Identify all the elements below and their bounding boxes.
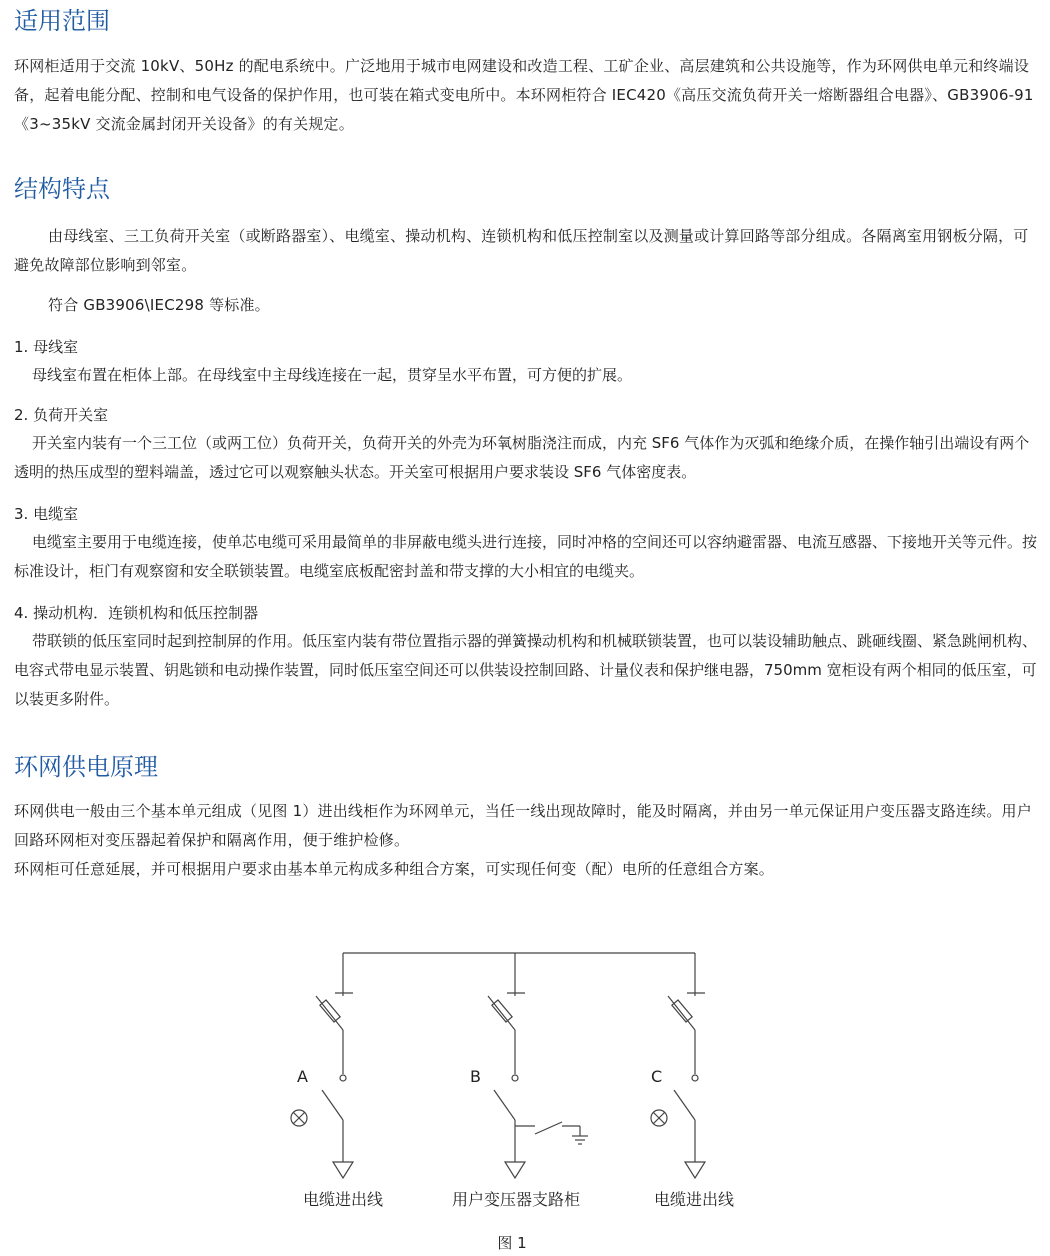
item-heading-mechanism: 4. 操动机构．连锁机构和低压控制器: [14, 604, 259, 622]
item-heading-busbar: 1. 母线室: [14, 338, 79, 356]
section-title-scope: 适用范围: [14, 7, 110, 35]
item-text-switch: 开关室内装有一个三工位（或两工位）负荷开关，负荷开关的外壳为环氧树脂浇注而成，内充 SF6 气体作为灭弧和绝缘介质，在操作轴引出端设有两个透明的热压成型的塑料端盖，透过它可以观察触头状态。开关室可根据用户要求装设 SF6 气体密度表。: [14, 434, 1030, 481]
figure-caption: 图 1: [497, 1234, 527, 1252]
principle-paragraph-1: 环网供电一般由三个基本单元组成（见图 1）进出线柜作为环网单元，当任一线出现故障时，能及时隔离，并由另一单元保证用户变压器支路连续。用户回路环网柜对变压器起着保护和隔离作用，便于维护检修。: [14, 802, 1032, 849]
scope-paragraph: 环网柜适用于交流 10kV、50Hz 的配电系统中。广泛地用于城市电网建设和改造工程、工矿企业、高层建筑和公共设施等，作为环网供电单元和终端设备，起着电能分配、控制和电气设备的保护作用，也可装在箱式变电所中。本环网柜符合 IEC420《高压交流负荷开关一熔断器组合电器》、GB3906-91《3~35kV 交流金属封闭开关设备》的有关规定。: [14, 57, 1034, 133]
unit-c-label: 电缆进出线: [653, 1190, 735, 1209]
unit-a-letter: A: [297, 1067, 308, 1086]
unit-b-letter: B: [470, 1067, 481, 1086]
section-title-principle: 环网供电原理: [14, 753, 158, 781]
structure-standard: 符合 GB3906\IEC298 等标准。: [48, 296, 270, 314]
structure-intro: 由母线室、三工负荷开关室（或断路器室）、电缆室、操动机构、连锁机构和低压控制室以及测量或计算回路等部分组成。各隔离室用钢板分隔，可避免故障部位影响到邻室。: [14, 227, 1029, 274]
item-text-mechanism: 带联锁的低压室同时起到控制屏的作用。低压室内装有带位置指示器的弹簧操动机构和机械联锁装置，也可以装设辅助触点、跳砸线圈、紧急跳闸机构、电容式带电显示装置、钥匙锁和电动操作装置，同时低压室空间还可以供装设控制回路、计量仪表和保护继电器，750mm 宽柜设有两个相同的低压室，可以装更多附件。: [14, 632, 1038, 708]
principle-paragraph-2: 环网柜可任意延展，并可根据用户要求由基本单元构成多种组合方案，可实现任何变（配）电所的任意组合方案。: [14, 860, 775, 878]
unit-c-letter: C: [651, 1067, 663, 1086]
item-heading-cable: 3. 电缆室: [14, 505, 79, 523]
item-text-cable: 电缆室主要用于电缆连接，使单芯电缆可采用最简单的非屏蔽电缆头进行连接，同时冲格的空间还可以容纳避雷器、电流互感器、下接地开关等元件。按标准设计，柜门有观察窗和安全联锁装置。电缆室底板配密封盖和带支撑的大小相宜的电缆夹。: [14, 533, 1038, 580]
unit-b: [488, 993, 588, 1178]
unit-b-label: 用户变压器支路柜: [451, 1190, 581, 1209]
item-heading-switch: 2. 负荷开关室: [14, 406, 109, 424]
unit-a-label: 电缆进出线: [302, 1190, 384, 1209]
item-text-busbar: 母线室布置在柜体上部。在母线室中主母线连接在一起，贯穿呈水平布置，可方便的扩展。: [32, 366, 633, 384]
section-title-structure: 结构特点: [14, 175, 110, 203]
